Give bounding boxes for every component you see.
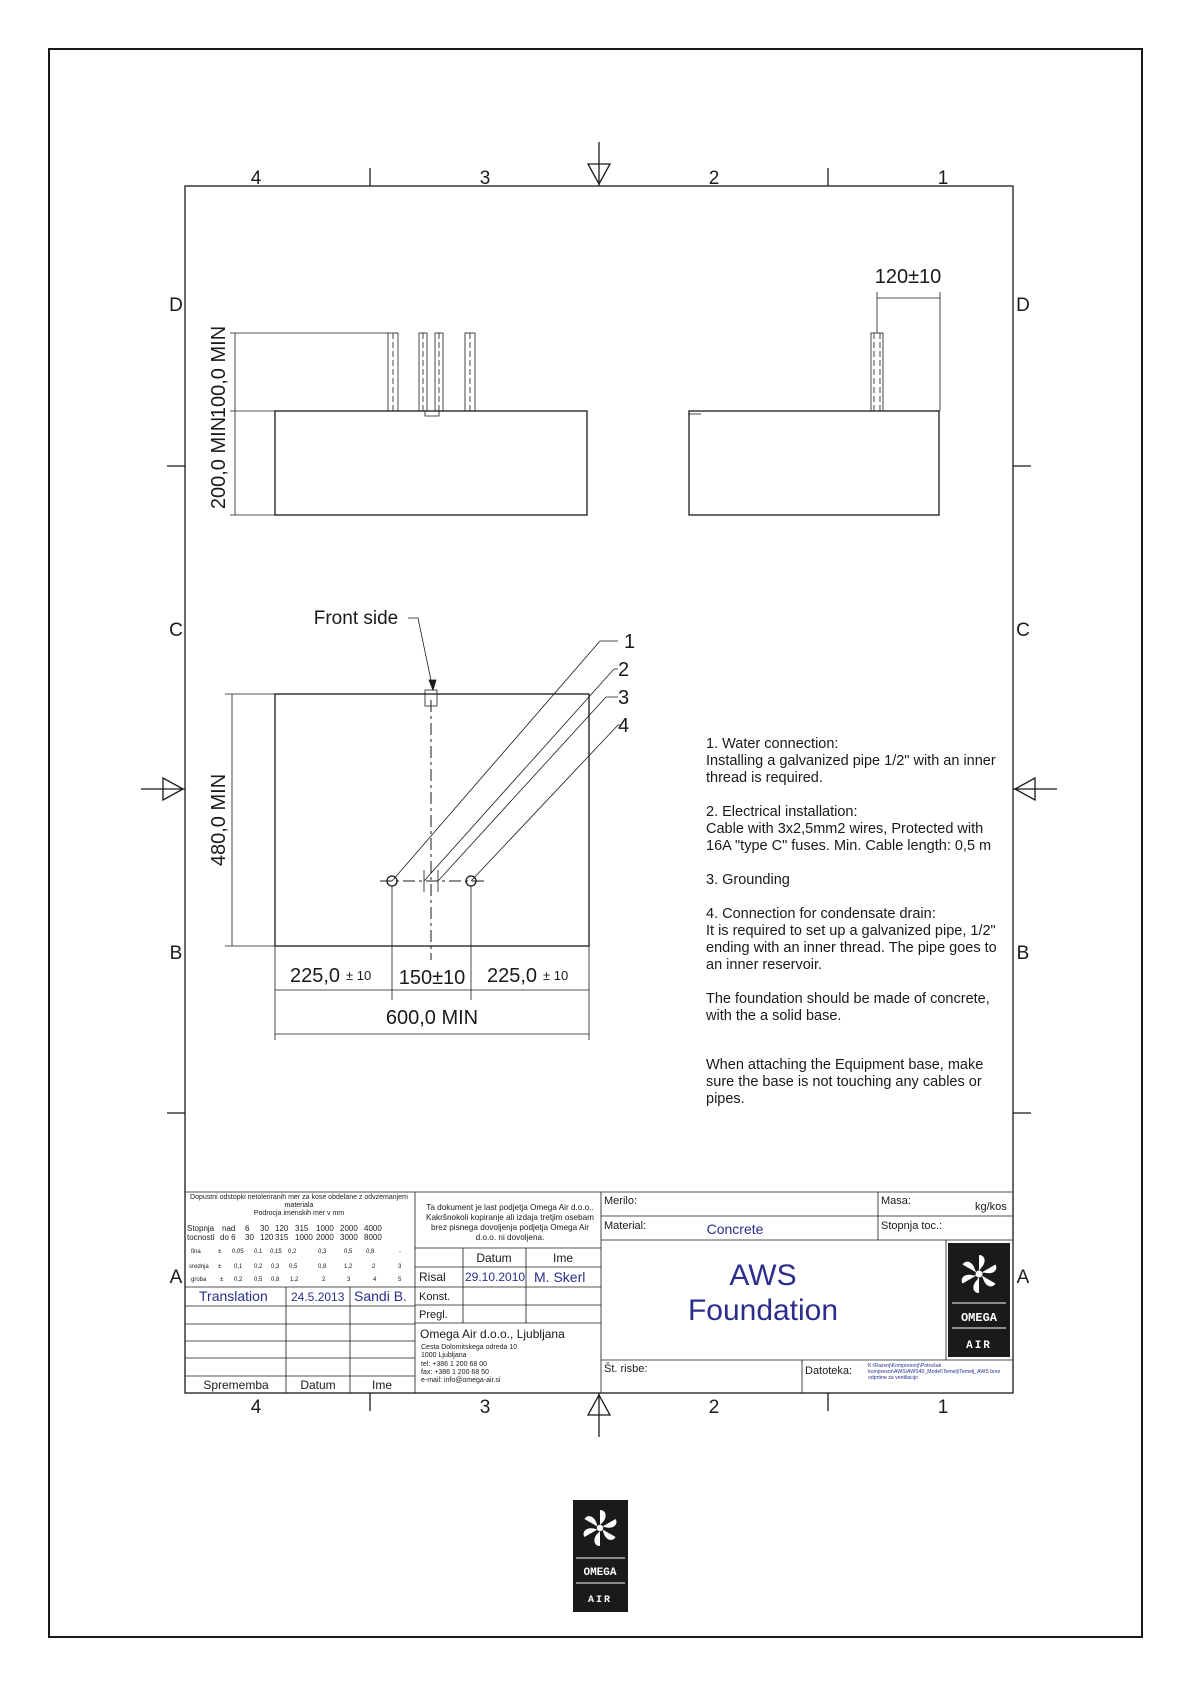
tol-groba-9: 5 — [398, 1277, 402, 1283]
tolerance-header — [186, 1194, 412, 1218]
masa-unit: kg/kos — [975, 1201, 1007, 1213]
tol-r2-c4: 315 — [275, 1233, 289, 1242]
masa-label: Masa: — [881, 1195, 911, 1207]
tol-fina-6: 0,3 — [318, 1249, 327, 1255]
revision-desc: Translation — [199, 1288, 268, 1304]
note-1 — [706, 736, 1006, 787]
company-name: Omega Air d.o.o., Ljubljana — [420, 1327, 565, 1341]
tolerance-table — [187, 1224, 402, 1283]
tol-sred-8: 2 — [372, 1264, 376, 1270]
footer-logo — [573, 1500, 628, 1612]
front-view — [208, 326, 587, 515]
omega-air-logo — [948, 1243, 1010, 1357]
tol-r2-c6: 2000 — [316, 1233, 334, 1242]
note-4-body: It is required to set up a galvanized pipe, 1/2" ending with an inner thread. The pipe goes to an inner reservoir. — [706, 923, 997, 973]
tolerance-header-text: Dopustni odstopki netoleriranih mer za kose obdelane z odvzemanjem materiala — [190, 1194, 408, 1209]
tol-sred-3: 0,2 — [254, 1264, 263, 1270]
note-1-body: Installing a galvanized pipe 1/2" with an inner thread is required. — [706, 753, 996, 786]
tol-r1-c0: Stopnja — [187, 1224, 215, 1233]
tol-sred-1: ± — [218, 1264, 222, 1270]
tol-sred-7: 1,2 — [344, 1264, 353, 1270]
merilo-label: Merilo: — [604, 1195, 638, 1207]
tolerance-subheader: Podrocja imenskih mer v mm — [253, 1210, 345, 1217]
dim-width: 600,0 MIN — [385, 1007, 479, 1029]
front-block — [275, 411, 587, 515]
risal-name: M. Skerl — [534, 1269, 586, 1285]
tol-fina-9: - — [399, 1249, 401, 1255]
tol-r1-c5: 315 — [295, 1224, 309, 1233]
tol-r1-c2: 6 — [245, 1224, 250, 1233]
tol-r2-c8: 8000 — [364, 1233, 382, 1242]
tol-fina-1: ± — [218, 1249, 222, 1255]
zone-left-d: D — [169, 295, 183, 316]
tol-r1-c3: 30 — [260, 1224, 269, 1233]
konst-label: Konst. — [419, 1291, 451, 1303]
tol-groba-2: 0,2 — [234, 1277, 243, 1283]
installation-notes — [706, 736, 1006, 1125]
note-2 — [706, 804, 1006, 855]
tol-groba-1: ± — [220, 1277, 224, 1283]
tol-fina-7: 0,5 — [344, 1249, 353, 1255]
dim-left-spacing: 225,0 — [290, 965, 341, 987]
top-view — [208, 608, 635, 1040]
pregl-label: Pregl. — [419, 1309, 448, 1321]
zone-left-b: B — [169, 943, 183, 964]
tol-fina-8: 0,8 — [366, 1249, 375, 1255]
logo-text-omega: OMEGA — [960, 1311, 998, 1325]
callout-3: 3 — [618, 687, 630, 709]
tol-r1-c6: 1000 — [316, 1224, 334, 1233]
revision-date: 24.5.2013 — [291, 1290, 345, 1304]
note-2-title: 2. Electrical installation: — [706, 804, 858, 820]
zone-top-3: 3 — [479, 168, 491, 189]
sprememba-label: Sprememba — [203, 1378, 269, 1392]
label-front-side: Front side — [313, 608, 399, 629]
revision-name: Sandi B. — [354, 1288, 407, 1304]
approval-block — [419, 1251, 585, 1341]
address-line: Cesta Dolomitskega odreda 10 — [421, 1344, 518, 1351]
title-line-2: Foundation — [687, 1294, 839, 1327]
callout-1: 1 — [624, 631, 636, 653]
logo-text-air: AIR — [966, 1340, 992, 1352]
datum-label-footer: Datum — [300, 1378, 336, 1392]
tol-r1-c7: 2000 — [340, 1224, 358, 1233]
address-line: fax: +386 1 200 68 50 — [421, 1368, 489, 1376]
title-line-1: AWS — [729, 1259, 797, 1292]
tol-fina-0: fina — [191, 1249, 201, 1255]
tol-groba-3: 0,5 — [254, 1277, 263, 1283]
ime-label-footer: Ime — [371, 1378, 393, 1392]
zone-left-c: C — [169, 620, 183, 641]
note-4 — [706, 906, 1006, 974]
tol-fina-5: 0,2 — [288, 1249, 297, 1255]
side-block — [689, 411, 939, 515]
zone-bottom-4: 4 — [250, 1397, 262, 1418]
zone-right-a: A — [1016, 1267, 1030, 1288]
zone-top-1: 1 — [937, 168, 949, 189]
dim-block-height: 200,0 MIN — [208, 416, 230, 510]
footer-logo-air: AIR — [587, 1595, 613, 1606]
note-1-title: 1. Water connection: — [706, 736, 839, 752]
callout-leaders — [392, 618, 622, 881]
zone-bottom-1: 1 — [937, 1397, 949, 1418]
zone-top-4: 4 — [250, 168, 262, 189]
tol-r1-c1: nad — [222, 1224, 236, 1233]
zone-right-c: C — [1016, 620, 1030, 641]
tol-r2-c3: 120 — [260, 1233, 274, 1242]
zone-left-a: A — [169, 1267, 183, 1288]
callout-4: 4 — [618, 715, 630, 737]
zone-top-2: 2 — [708, 168, 720, 189]
tol-r2-c0: tocnosti — [187, 1233, 215, 1242]
dim-depth: 480,0 MIN — [208, 773, 230, 867]
dim-center-spacing: 150±10 — [398, 967, 466, 989]
tol-sred-0: srednja — [189, 1264, 209, 1270]
datum-label: Datum — [476, 1251, 512, 1265]
note-2-body: Cable with 3x2,5mm2 wires, Protected with 16A "type C" fuses. Min. Cable length: 0,5 m — [706, 821, 992, 854]
copyright-notice: Ta dokument je last podjetja Omega Air d.o.o.. Kakršnokoli kopiranje ali izdaja tretjim osebam brez pisnega dovoljenja podjetja Omega Air d.o.o. ni dovoljena. — [426, 1203, 594, 1242]
tol-sred-5: 0,5 — [289, 1264, 298, 1270]
material-value: Concrete — [706, 1221, 764, 1237]
tol-r1-c4: 120 — [275, 1224, 289, 1233]
tol-groba-6: 2 — [322, 1277, 326, 1283]
note-3-title: 3. Grounding — [706, 872, 790, 888]
tol-groba-8: 4 — [373, 1277, 377, 1283]
footer-logo-omega: OMEGA — [583, 1567, 617, 1579]
side-view — [689, 266, 941, 515]
st-risbe-label: Št. risbe: — [604, 1363, 648, 1375]
address-line: e-mail: info@omega-air.si — [421, 1377, 501, 1385]
stopnja-label: Stopnja toc.: — [881, 1220, 943, 1232]
tol-r2-c2: 30 — [245, 1233, 254, 1242]
note-attach: When attaching the Equipment base, make sure the base is not touching any cables or pipes. — [706, 1057, 984, 1107]
dim-pipe-offset: 120±10 — [874, 266, 942, 288]
note-foundation: The foundation should be made of concrete, with the a solid base. — [706, 991, 990, 1024]
dim-pipe-height: 100,0 MIN — [208, 325, 230, 419]
dim-left-tol: ± 10 — [346, 968, 372, 983]
note-3 — [706, 872, 1006, 889]
tol-r2-c5: 1000 — [295, 1233, 313, 1242]
dim-right-spacing: 225,0 — [487, 965, 538, 987]
ime-label: Ime — [552, 1251, 574, 1265]
datoteka-path: K:\Razvoj\Kompresorji\Potrošak kompresor\AWS\AWS40_Model\Temelj\Temelj_AWS brez odprtine za ventilacijo — [868, 1363, 1001, 1381]
risal-label: Risal — [419, 1270, 446, 1284]
zone-bottom-2: 2 — [708, 1397, 720, 1418]
tol-fina-4: 0,15 — [270, 1249, 282, 1255]
note-4-title: 4. Connection for condensate drain: — [706, 906, 936, 922]
tol-fina-2: 0,05 — [232, 1249, 244, 1255]
tol-groba-4: 0,8 — [271, 1277, 280, 1283]
tol-sred-4: 0,3 — [271, 1264, 280, 1270]
tol-groba-5: 1,2 — [290, 1277, 299, 1283]
dim-right-tol: ± 10 — [543, 968, 569, 983]
company-address — [421, 1344, 596, 1385]
material-label: Material: — [604, 1220, 647, 1232]
callout-2: 2 — [618, 659, 630, 681]
tol-sred-9: 3 — [398, 1264, 402, 1270]
datoteka-label: Datoteka: — [805, 1365, 853, 1377]
zone-right-b: B — [1016, 943, 1030, 964]
tol-r1-c8: 4000 — [364, 1224, 382, 1233]
tol-r2-c7: 3000 — [340, 1233, 358, 1242]
front-pipes — [388, 333, 475, 416]
tol-groba-7: 3 — [347, 1277, 351, 1283]
address-line: tel: +386 1 200 68 00 — [421, 1360, 487, 1368]
tol-r2-c1: do 6 — [220, 1233, 236, 1242]
plan-block — [275, 694, 589, 946]
address-line: 1000 Ljubljana — [421, 1352, 467, 1360]
tol-sred-6: 0,8 — [318, 1264, 327, 1270]
tol-fina-3: 0,1 — [254, 1249, 263, 1255]
zone-right-d: D — [1016, 295, 1030, 316]
drawing-title-block — [604, 1195, 1007, 1377]
tol-sred-2: 0,1 — [234, 1264, 243, 1270]
risal-date: 29.10.2010 — [465, 1270, 526, 1284]
tol-groba-0: groba — [191, 1277, 207, 1283]
zone-bottom-3: 3 — [479, 1397, 491, 1418]
